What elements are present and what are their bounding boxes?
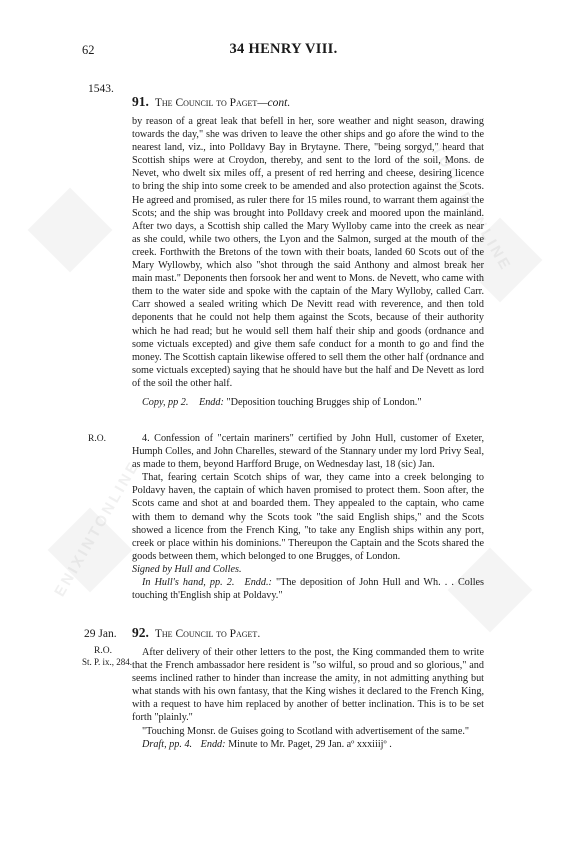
entry-92-note [132, 738, 484, 751]
watermark-diamond-lower-left [48, 508, 133, 593]
entry-91-note-copy: Copy, pp 2. [142, 396, 189, 408]
entry-92-paragraph-2: "Touching Monsr. de Guises going to Scotland with advertisement of the same." [142, 725, 470, 737]
entry-92-title: The Council to Paget. [154, 628, 261, 640]
entry-92-note-text: Minute to Mr. Paget, 29 Jan. aº xxxiiijº . [228, 738, 392, 750]
entry-91-heading [132, 94, 290, 110]
item-4-note [132, 576, 484, 602]
entry-92-date: 29 Jan. [84, 628, 117, 640]
entry-91-note-text: "Deposition touching Brugges ship of London." [226, 396, 422, 408]
entry-91-cont: —cont. [257, 97, 291, 109]
watermark-text-right: TUDORONLINE [428, 142, 515, 275]
entry-92-margin-ref-2: St. P. ix., 284. [82, 657, 133, 667]
entry-92-margin-ref-1: R.O. [94, 646, 112, 656]
entry-92-note-draft: Draft, pp. 4. [142, 738, 193, 750]
entry-91-note [132, 396, 484, 409]
entry-92-heading [132, 625, 260, 641]
entry-92-number: 92. [132, 625, 149, 640]
entry-92-note-endd: Endd: [200, 738, 226, 750]
entry-91-body [132, 115, 484, 409]
item-4-endd: Endd.: [244, 577, 272, 589]
watermark-diamond-left [28, 188, 113, 273]
item-4-confession: 4. Confession of "certain mariners" certified by John Hull, customer of Exeter, Humph Colles, and John Charelles, steward of the Stannary under my lord Privy Seal, as made to them, beyond Harfford Bruge, on Wednesday last, 18 (sic) Jan. [132, 433, 484, 471]
item-4-endd-text: "The deposition of John Hull and Wh. . . Colles touching th'English ship at Poldavy." [132, 577, 485, 602]
entry-92-body [132, 646, 484, 751]
entry-91-note-endd: Endd: [198, 396, 224, 408]
entry-91-paragraph: by reason of a great leak that befell in her, sore weather and night season, drawing towards the day," she was driven to leave the other ships and go afore the wind to the nearest land, viz., into Polldavy Bay in Brytayne. There, "being sorgyd," heard that Scottish ships were at Croydon, thereby, and sent to the lord of the soil, Mons. de Nevet, who dwelt six miles off, a present of red herring and cheese, desiring licence to bring the ship into some creek to be amended and also protection against the Scots. He agreed and promised, as ruler there for 15 miles round, to warrant them against the Scots; and the ship was brought into Polldavy creek and moored upon the mainland. After two days, a Scottish ship called the Mary Wylloby came into the creek as near as she could, while two others, the Lyon and the Salmon, surged at the mouth of the creek. Forthwith the Bretons of the town with their boats, landed 60 Scots out of the Mary Wyllowby, which also "shot through the said Anthony and almost break her main mast." Deponents then forsook her and went to Mons. de Nevett, who came with them to the water side and spoke with the captain of the Mary Wylloby, called Carr. Carr showed a sealed writing which De Nevitt read with reverence, and then told deponents that he could not help them against the Scots, because of their authority which he had read; but he would sell them half their ship and goods (ordnance and some victuals excepted) and give them safe conduct for a month to go and find the money. The Scottish captain likewise offered to sell them the other half (ordnance and some victuals excepted) saying that he should have but the half and De Nevett as lord of the soil the other half. [132, 116, 484, 389]
entry-92-paragraph-1: After delivery of their other letters to the post, the King commanded them to write that the French ambassador here resident is "so wilful, so proud and so glorious," and seems inclined rather to hinder than increase the amity, in not admitting anything but what stands with his own fantasy, that the King wishes it declared to the French King, with a request to have him replaced by another of better inclination. This is to be set forth "plainly." [132, 647, 484, 724]
entry-91-title: The Council to Paget [154, 97, 258, 109]
item-4-hand: In Hull's hand, pp. 2. [142, 577, 235, 589]
item-4-narrative: That, fearing certain Scotch ships of war, they came into a creek belonging to Poldavy haven, the captain of which haven promised to protect them. Soon after, the Scots came and shot at and boarded them. They appealed to the captain, who came with them to demand why the Scots took "the said English ships," and the Scots showed a licence from the French King, "to take any English ships within any port, creek or place within his dominions." Thereupon the Captain and the Scots shared the goods between them, which belonged to one Brugges, of London. [132, 472, 484, 562]
item-4-body [132, 432, 484, 602]
item-4-signed: Signed by Hull and Colles. [132, 563, 242, 575]
entry-91-number: 91. [132, 94, 149, 109]
running-title: 34 HENRY VIII. [229, 41, 338, 57]
margin-year: 1543. [88, 83, 114, 95]
item-4-margin-ref: R.O. [88, 434, 106, 444]
watermark-text-left: ENIXINTONLINE [51, 457, 144, 600]
page-number: 62 [82, 43, 95, 57]
